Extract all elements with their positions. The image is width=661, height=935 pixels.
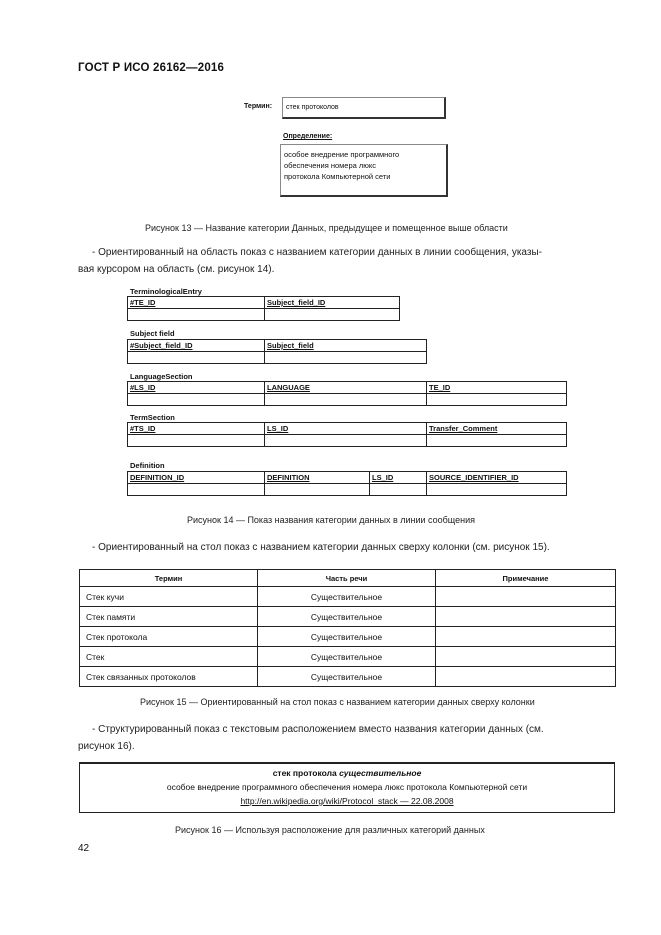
- table-empty-cell: [128, 435, 265, 447]
- pos-cell: Существительное: [258, 607, 436, 627]
- paragraph-1-line-1: - Ориентированный на область показ с названием категории данных в линии сообщения, указы-: [92, 247, 542, 258]
- page-number: 42: [78, 843, 90, 854]
- definition-line: обеспечения номера люкс: [284, 161, 377, 170]
- pos-cell: Существительное: [258, 647, 436, 667]
- definition-line: особое внедрение программного: [284, 150, 400, 159]
- paragraph-2: - Ориентированный на стол показ с названием категории данных сверху колонки (см. рисунок 15).: [92, 542, 550, 553]
- terms-table: [79, 569, 616, 687]
- paragraph-1: [78, 244, 618, 278]
- table-header-cell: Subject_field_ID: [265, 297, 400, 309]
- table-empty-cell: [128, 352, 265, 364]
- table-title-language-section: LanguageSection: [130, 372, 193, 381]
- table-empty-cell: [427, 435, 567, 447]
- pos-cell: Существительное: [258, 667, 436, 687]
- pos-cell: Существительное: [258, 587, 436, 607]
- term-label: Термин:: [244, 103, 273, 110]
- note-cell: [436, 607, 616, 627]
- table-header-cell: Transfer_Comment: [427, 423, 567, 435]
- relational-table-terminological-entry: [127, 296, 400, 321]
- table-empty-cell: [427, 394, 567, 406]
- entry-heading: [80, 768, 614, 778]
- table-header-cell: #Subject_field_ID: [128, 340, 265, 352]
- term-cell: Стек протокола: [80, 627, 258, 647]
- figure14-caption: Рисунок 14 — Показ названия категории данных в линии сообщения: [187, 515, 475, 525]
- table-title-terminological-entry: TerminologicalEntry: [130, 287, 202, 296]
- table-row: [80, 607, 616, 627]
- table-header-cell: DEFINITION_ID: [128, 472, 265, 484]
- table-title-subject-field: Subject field: [130, 329, 175, 338]
- structured-entry-box: [79, 762, 615, 813]
- note-cell: [436, 647, 616, 667]
- table-row: [80, 667, 616, 687]
- definition-line: протокола Компьютерной сети: [284, 172, 391, 181]
- term-cell: Стек: [80, 647, 258, 667]
- term-cell: Стек кучи: [80, 587, 258, 607]
- table-row: [80, 587, 616, 607]
- term-cell: Стек связанных протоколов: [80, 667, 258, 687]
- table-empty-cell: [128, 309, 265, 321]
- relational-table-term-section: [127, 422, 567, 447]
- relational-table-definition: [127, 471, 567, 496]
- table-header-cell: Subject_field: [265, 340, 427, 352]
- column-header-term: Термин: [80, 570, 258, 587]
- table-row: [80, 647, 616, 667]
- table-header-cell: LS_ID: [265, 423, 427, 435]
- table-header-cell: DEFINITION: [265, 472, 370, 484]
- paragraph-3-line-1: - Структурированный показ с текстовым расположением вместо названия категории данных (см.: [92, 724, 544, 735]
- definition-box: [280, 144, 448, 197]
- definition-label: Определение:: [283, 133, 333, 140]
- table-row: [80, 627, 616, 647]
- column-header-part-of-speech: Часть речи: [258, 570, 436, 587]
- table-title-definition: Definition: [130, 461, 165, 470]
- note-cell: [436, 587, 616, 607]
- column-header-note: Примечание: [436, 570, 616, 587]
- entry-part-of-speech: существительное: [339, 768, 422, 778]
- table-empty-cell: [265, 352, 427, 364]
- table-empty-cell: [265, 484, 370, 496]
- table-header-cell: TE_ID: [427, 382, 567, 394]
- figure13-caption: Рисунок 13 — Название категории Данных, предыдущее и помещенное выше области: [145, 223, 508, 233]
- document-header: ГОСТ Р ИСО 26162—2016: [78, 62, 225, 74]
- paragraph-3-line-2: рисунок 16).: [78, 741, 135, 752]
- table-header-cell: #TS_ID: [128, 423, 265, 435]
- term-value-box: стек протоколов: [282, 97, 446, 119]
- table-empty-cell: [370, 484, 427, 496]
- pos-cell: Существительное: [258, 627, 436, 647]
- table-empty-cell: [128, 484, 265, 496]
- term-cell: Стек памяти: [80, 607, 258, 627]
- table-empty-cell: [265, 309, 400, 321]
- entry-term: стек протокола: [272, 768, 337, 778]
- table-header-cell: SOURCE_IDENTIFIER_ID: [427, 472, 567, 484]
- entry-definition: особое внедрение программного обеспечения номера люкс протокола Компьютерной сети: [166, 782, 528, 792]
- entry-source-link[interactable]: http://en.wikipedia.org/wiki/Protocol_stack — 22.08.2008: [240, 796, 454, 806]
- table-empty-cell: [427, 484, 567, 496]
- table-header-cell: #LS_ID: [128, 382, 265, 394]
- relational-table-subject-field: [127, 339, 427, 364]
- paragraph-1-line-2: вая курсором на область (см. рисунок 14).: [78, 264, 275, 275]
- table-title-term-section: TermSection: [130, 413, 175, 422]
- figure16-caption: Рисунок 16 — Используя расположение для различных категорий данных: [175, 825, 485, 835]
- table-header-cell: #TE_ID: [128, 297, 265, 309]
- paragraph-3: [78, 721, 618, 755]
- table-header-cell: LANGUAGE: [265, 382, 427, 394]
- table-empty-cell: [128, 394, 265, 406]
- note-cell: [436, 627, 616, 647]
- relational-table-language-section: [127, 381, 567, 406]
- figure15-caption: Рисунок 15 — Ориентированный на стол показ с названием категории данных сверху колонки: [140, 697, 535, 707]
- table-header-cell: LS_ID: [370, 472, 427, 484]
- table-empty-cell: [265, 435, 427, 447]
- table-empty-cell: [265, 394, 427, 406]
- note-cell: [436, 667, 616, 687]
